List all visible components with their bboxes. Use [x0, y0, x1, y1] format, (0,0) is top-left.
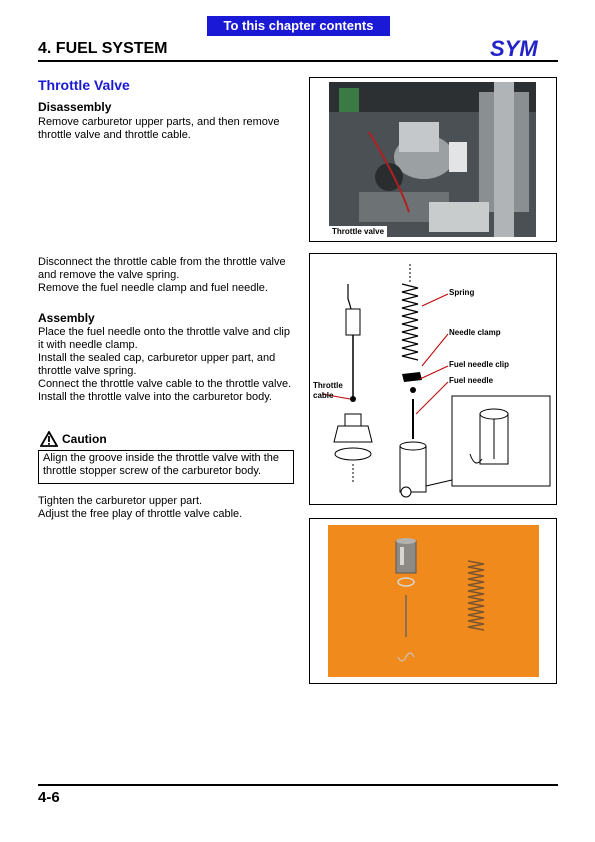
footer-rule — [38, 784, 558, 786]
assembly-text: Place the fuel needle onto the throttle valve and clip it with needle clamp. Install the sealed cap, carburetor upper part, and throttle valve spring. Connect the throttle valve cable to the throttle valve. Install the throttle valve into the carburetor body. — [38, 326, 292, 403]
exploded-diagram — [310, 254, 556, 504]
caution-heading — [40, 431, 107, 449]
chapter-contents-link[interactable]: To this chapter contents — [207, 16, 390, 36]
throttle-valve-photo — [329, 82, 536, 237]
parts-photo-frame — [309, 518, 557, 684]
disconnect-text: Disconnect the throttle cable from the throttle valve and remove the valve spring. Remove the fuel needle clamp and fuel needle. — [38, 256, 286, 294]
throttle-valve-photo-frame — [309, 77, 557, 242]
caution-box: Align the groove inside the throttle valve with the throttle stopper screw of the carburetor body. — [38, 450, 294, 484]
engine-photo-illustration — [329, 82, 536, 237]
sym-logo — [488, 36, 558, 60]
warning-icon — [40, 431, 58, 447]
needle-clamp-label: Needle clamp — [449, 328, 501, 337]
disassembly-text: Remove carburetor upper parts, and then remove throttle valve and throttle cable. — [38, 116, 280, 141]
disassembly-heading: Disassembly — [38, 100, 112, 114]
section-title: Throttle Valve — [38, 77, 130, 93]
spring-label: Spring — [449, 288, 475, 297]
caution-label: Caution — [62, 432, 107, 446]
parts-photo — [328, 525, 539, 677]
header-rule — [38, 60, 558, 62]
fuel-needle-label: Fuel needle — [449, 376, 494, 385]
logo-text: SYM — [490, 36, 538, 60]
fuel-needle-clip-label: Fuel needle clip — [449, 360, 510, 369]
throttle-valve-label: Throttle valve — [329, 226, 387, 237]
page-number: 4-6 — [38, 789, 60, 806]
assembly-heading: Assembly — [38, 311, 95, 325]
throttle-cable-label: Throttle cable — [313, 381, 343, 400]
chapter-title: 4. FUEL SYSTEM — [38, 40, 168, 57]
throttle-valve-diagram-frame — [309, 253, 557, 505]
parts-photo-illustration — [328, 525, 539, 677]
final-text: Tighten the carburetor upper part. Adjust the free play of throttle valve cable. — [38, 495, 243, 520]
